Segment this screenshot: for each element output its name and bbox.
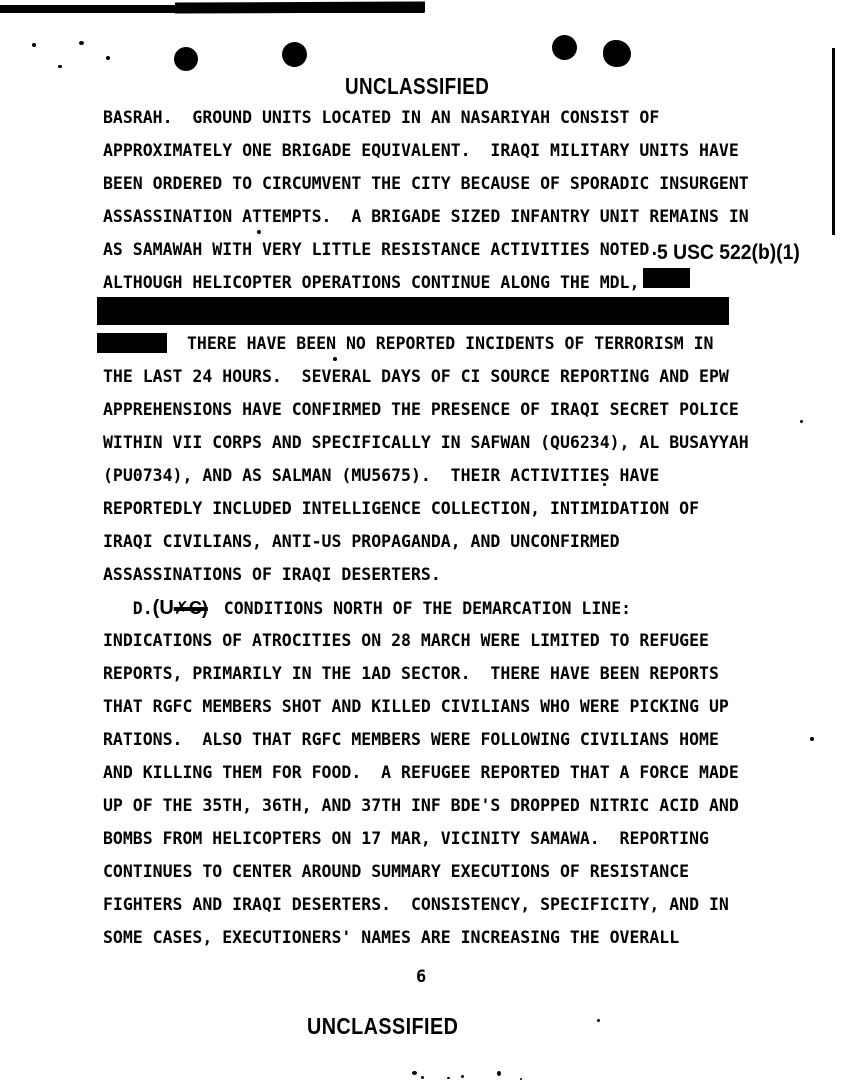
classification-header: UNCLASSIFIED	[345, 73, 490, 99]
text-line	[103, 597, 631, 620]
hole-punch-dot	[174, 47, 198, 71]
text-segment: CONDITIONS NORTH OF THE DEMARCATION LINE:	[213, 599, 632, 618]
redaction-full-line-bar	[97, 297, 729, 325]
text-line: ASSASSINATIONS OF IRAQI DESERTERS.	[103, 565, 441, 584]
redaction-inline-after-mdl	[643, 268, 690, 288]
text-segment: (U	[152, 597, 174, 619]
text-line: BOMBS FROM HELICOPTERS ON 17 MAR, VICINITY SAMAWA. REPORTING	[103, 829, 709, 848]
scan-speck	[520, 1078, 522, 1080]
hole-punch-dot	[603, 40, 631, 67]
hole-punch-dot	[282, 42, 307, 67]
scan-margin-line	[832, 48, 835, 235]
text-line: IRAQI CIVILIANS, ANTI-US PROPAGANDA, AND UNCONFIRMED	[103, 532, 620, 551]
text-line: THERE HAVE BEEN NO REPORTED INCIDENTS OF TERRORISM IN	[187, 334, 714, 353]
text-segment: D.	[103, 599, 153, 618]
text-line: APPREHENSIONS HAVE CONFIRMED THE PRESENCE OF IRAQI SECRET POLICE	[103, 400, 739, 419]
scan-speck	[32, 43, 36, 47]
text-line: APPROXIMATELY ONE BRIGADE EQUIVALENT. IRAQI MILITARY UNITS HAVE	[103, 141, 739, 160]
hole-punch-dot	[550, 33, 578, 61]
scan-speck	[412, 1071, 417, 1075]
scan-speck	[461, 1075, 464, 1078]
scan-speck	[58, 65, 62, 68]
text-line: ALTHOUGH HELICOPTER OPERATIONS CONTINUE ALONG THE MDL,	[103, 273, 640, 292]
text-line: RATIONS. ALSO THAT RGFC MEMBERS WERE FOLLOWING CIVILIANS HOME	[103, 730, 719, 749]
text-line: THAT RGFC MEMBERS SHOT AND KILLED CIVILIANS WHO WERE PICKING UP	[103, 697, 729, 716]
text-line: REPORTS, PRIMARILY IN THE 1AD SECTOR. THERE HAVE BEEN REPORTS	[103, 664, 719, 683]
text-line: AND KILLING THEM FOR FOOD. A REFUGEE REPORTED THAT A FORCE MADE	[103, 763, 739, 782]
text-line: AS SAMAWAH WITH VERY LITTLE RESISTANCE ACTIVITIES NOTED.	[103, 240, 660, 259]
foia-exemption-annotation: 5 USC 522(b)(1)	[657, 241, 800, 264]
scan-speck	[597, 1019, 600, 1022]
text-line: WITHIN VII CORPS AND SPECIFICALLY IN SAFWAN (QU6234), AL BUSAYYAH	[103, 433, 749, 452]
scan-speck	[106, 56, 110, 60]
text-line: BASRAH. GROUND UNITS LOCATED IN AN NASARIYAH CONSIST OF	[103, 108, 660, 127]
text-line: ASSASSINATION ATTEMPTS. A BRIGADE SIZED INFANTRY UNIT REMAINS IN	[103, 207, 749, 226]
scan-speck	[333, 357, 337, 361]
struck-classification-mark: ✗C)	[173, 598, 208, 618]
scan-edge-bar-thick	[175, 1, 425, 13]
classification-footer: UNCLASSIFIED	[307, 1013, 459, 1039]
scan-speck	[257, 230, 261, 234]
page-number: 6	[416, 967, 427, 987]
text-line: SOME CASES, EXECUTIONERS' NAMES ARE INCREASING THE OVERALL	[103, 928, 680, 947]
text-line: UP OF THE 35TH, 36TH, AND 37TH INF BDE'S DROPPED NITRIC ACID AND	[103, 796, 739, 815]
text-line: REPORTEDLY INCLUDED INTELLIGENCE COLLECTION, INTIMIDATION OF	[103, 499, 700, 518]
text-line: (PU0734), AND AS SALMAN (MU5675). THEIR ACTIVITIES HAVE	[103, 466, 660, 485]
scan-speck	[800, 420, 803, 423]
scan-speck	[447, 1077, 450, 1079]
text-line: BEEN ORDERED TO CIRCUMVENT THE CITY BECAUSE OF SPORADIC INSURGENT	[103, 174, 749, 193]
scan-speck	[497, 1071, 501, 1076]
scan-speck	[421, 1076, 424, 1079]
text-line: FIGHTERS AND IRAQI DESERTERS. CONSISTENCY, SPECIFICITY, AND IN	[103, 895, 729, 914]
scan-speck	[79, 41, 84, 45]
redaction-paragraph-lead	[97, 333, 167, 353]
scan-speck	[810, 737, 814, 741]
text-line: CONTINUES TO CENTER AROUND SUMMARY EXECUTIONS OF RESISTANCE	[103, 862, 690, 881]
text-line: INDICATIONS OF ATROCITIES ON 28 MARCH WERE LIMITED TO REFUGEE	[103, 631, 709, 650]
text-line: THE LAST 24 HOURS. SEVERAL DAYS OF CI SOURCE REPORTING AND EPW	[103, 367, 729, 386]
